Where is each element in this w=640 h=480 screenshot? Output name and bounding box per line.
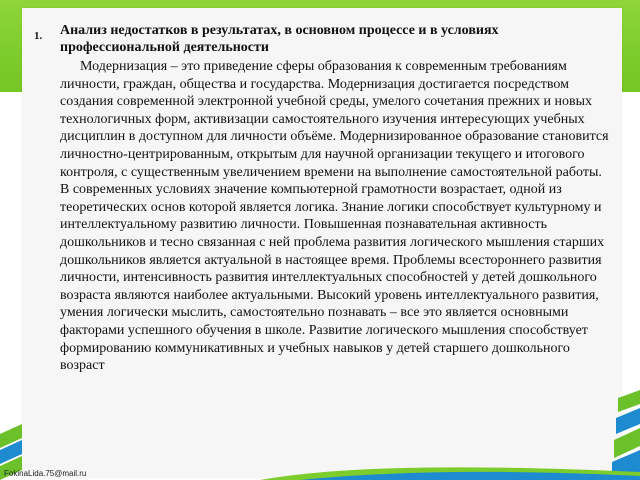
footer-email: FokinaLida.75@mail.ru xyxy=(4,469,87,478)
section-heading: Анализ недостатков в результатах, в основном процессе и в условиях профессиональной деятельности xyxy=(60,23,499,55)
body-paragraph: Модернизация – это приведение сферы образования к современным требованиям личности, граждан, общества и государства. Модернизация достигается посредством создания современной электронной учебной среды, умелого сочетания прежних и новых технологичных форм, активизации самостоятельного изучения интересующих учебных дисциплин в доступном для личности объёме. Модернизированное образование становится личностно-центрированным, открытым для научной организации текущего и итогового контроля, с существенным увеличением времени на выполнение самостоятельной работы. В современных условиях значение компьютерной грамотности возрастает, одной из теоретических основ которой является логика. Знание логики способствует культурному и интеллектуальному развитию личности. Повышенная познавательная активность дошкольников и тесно связанная с ней проблема развития логического мышления старших дошкольников является актуальной в настоящее время. Проблемы всестороннего развития личности, интенсивность развития интеллектуальных способностей у детей дошкольного возраста являются наиболее актуальными. Высокий уровень интеллектуального развития, умения логически мыслить, самостоятельно познавать – все это является основными факторами успешного обучения в школе. Развитие логического мышления способствует формированию коммуникативных и учебных навыков у детей старшего дошкольного возраст xyxy=(60,59,609,374)
bottom-wave-decoration xyxy=(260,462,640,480)
list-number: 1. xyxy=(34,30,43,42)
